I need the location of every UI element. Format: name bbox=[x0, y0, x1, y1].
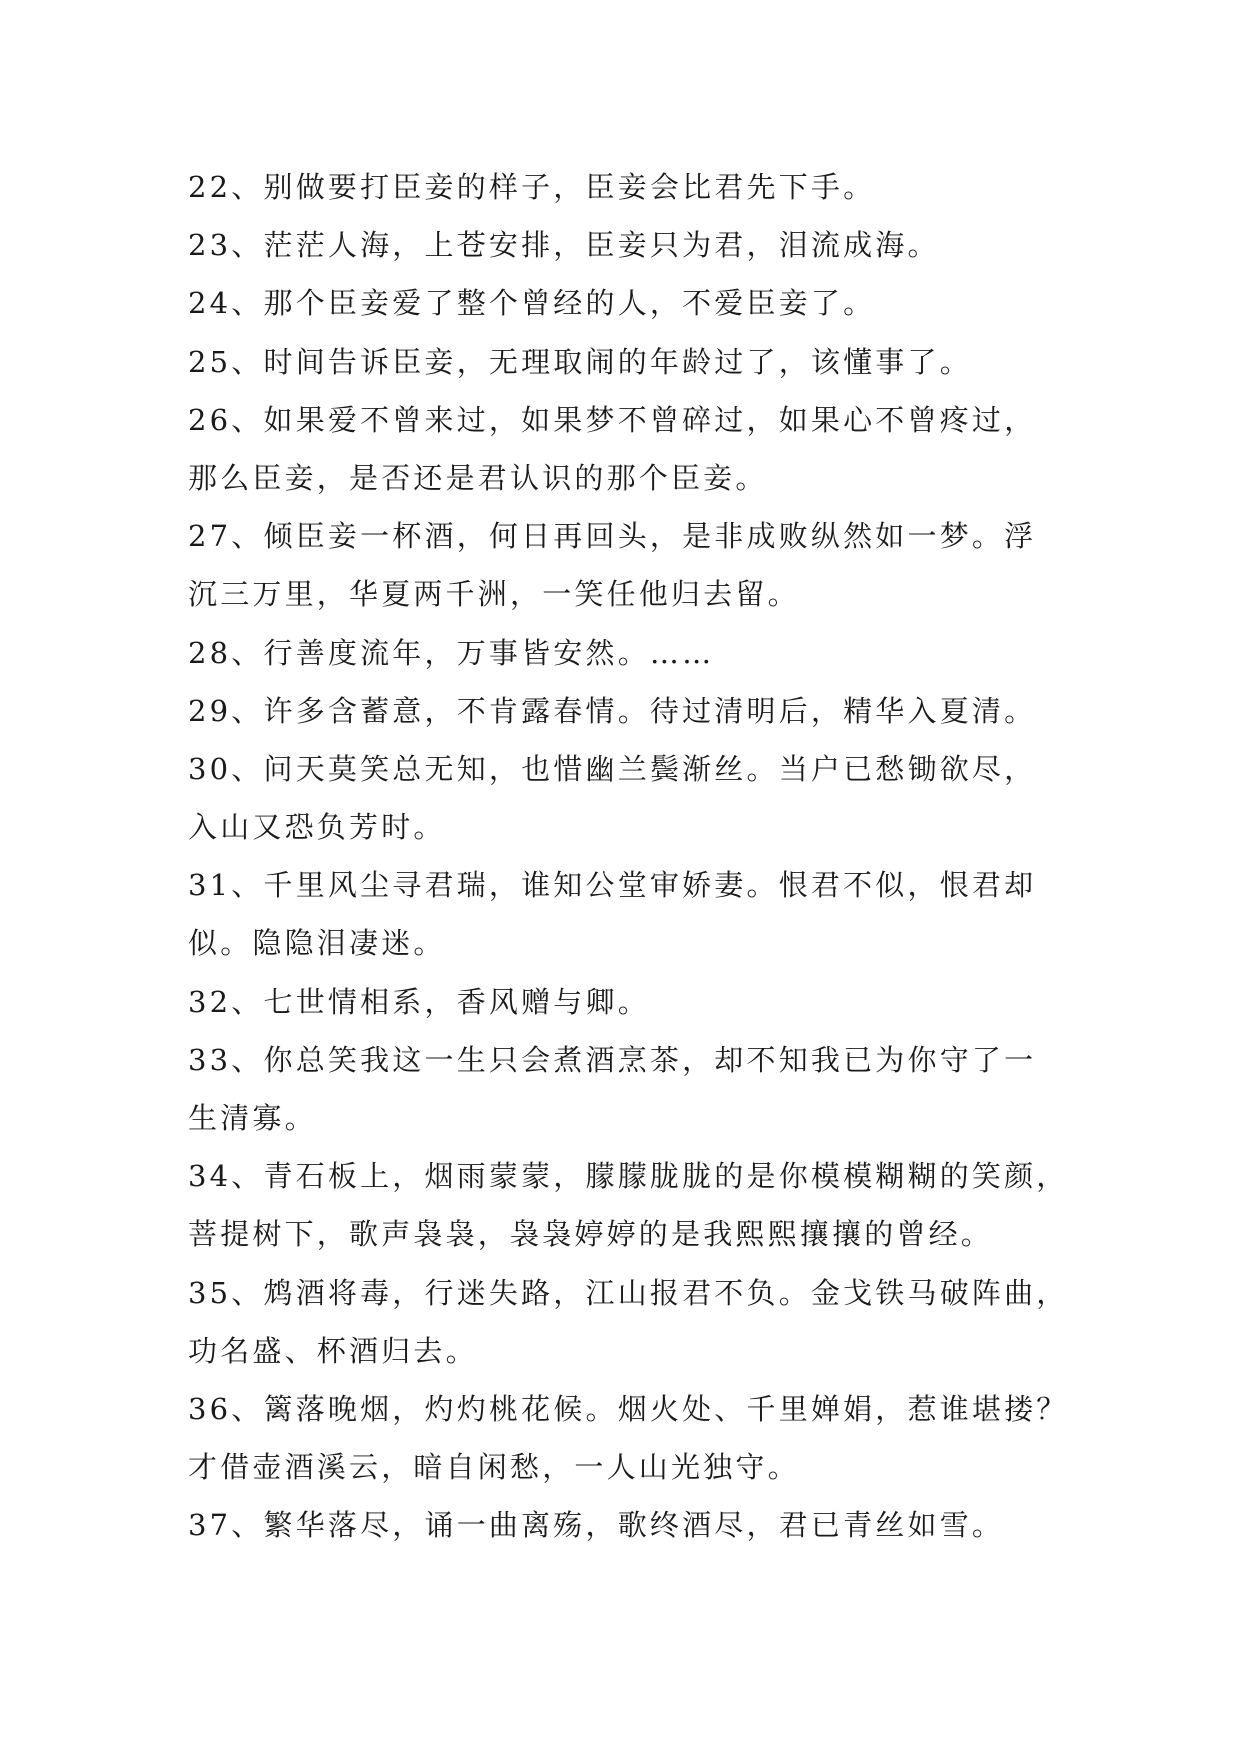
text-line: 27、倾臣妾一杯酒，何日再回头，是非成败纵然如一梦。浮 bbox=[188, 519, 1037, 554]
text-line: 25、时间告诉臣妾，无理取闹的年龄过了，该懂事了。 bbox=[188, 344, 972, 379]
text-line: 32、七世情相系，香风赠与卿。 bbox=[188, 984, 650, 1019]
text-line: 生清寡。 bbox=[188, 1101, 317, 1135]
text-line: 22、别做要打臣妾的样子，臣妾会比君先下手。 bbox=[188, 170, 876, 204]
text-line: 入山又恐负芳时。 bbox=[188, 810, 446, 845]
text-line: 26、如果爱不曾来过，如果梦不曾碎过，如果心不曾疼过， bbox=[188, 402, 1037, 437]
text-line: 33、你总笑我这一生只会煮酒烹茶，却不知我已为你守了一 bbox=[188, 1042, 1037, 1077]
text-line: 功名盛、杯酒归去。 bbox=[188, 1333, 478, 1368]
text-line: 30、问天莫笑总无知，也惜幽兰鬓渐丝。当户已愁锄欲尽， bbox=[188, 751, 1037, 786]
text-line: 菩提树下，歌声袅袅，袅袅婷婷的是我熙熙攘攘的曾经。 bbox=[188, 1217, 994, 1252]
text-line: 那么臣妾，是否还是君认识的那个臣妾。 bbox=[188, 460, 768, 495]
document-body bbox=[188, 158, 1088, 1555]
text-line: 36、篱落晚烟，灼灼桃花候。烟火处、千里婵娟，惹谁堪搂？ bbox=[188, 1391, 1069, 1426]
text-line: 34、青石板上，烟雨蒙蒙，朦朦胧胧的是你模模糊糊的笑颜， bbox=[188, 1159, 1069, 1194]
text-line: 28、行善度流年，万事皆安然。…… bbox=[188, 635, 715, 670]
text-line: 才借壶酒溪云，暗自闲愁，一人山光独守。 bbox=[188, 1450, 800, 1485]
text-line: 37、繁华落尽，诵一曲离殇，歌终酒尽，君已青丝如雪。 bbox=[188, 1508, 1005, 1543]
text-line: 沉三万里，华夏两千洲，一笑任他归去留。 bbox=[188, 577, 800, 612]
text-line: 29、许多含蓄意，不肯露春情。待过清明后，精华入夏清。 bbox=[188, 693, 1037, 728]
text-line: 24、那个臣妾爱了整个曾经的人，不爱臣妾了。 bbox=[188, 286, 876, 321]
text-line: 23、茫茫人海，上苍安排，臣妾只为君，泪流成海。 bbox=[188, 228, 940, 263]
text-line: 31、千里风尘寻君瑞，谁知公堂审娇妻。恨君不似，恨君却 bbox=[188, 868, 1037, 903]
text-line: 35、鸩酒将毒，行迷失路，江山报君不负。金戈铁马破阵曲， bbox=[188, 1275, 1069, 1310]
text-line: 似。隐隐泪凄迷。 bbox=[188, 926, 446, 961]
